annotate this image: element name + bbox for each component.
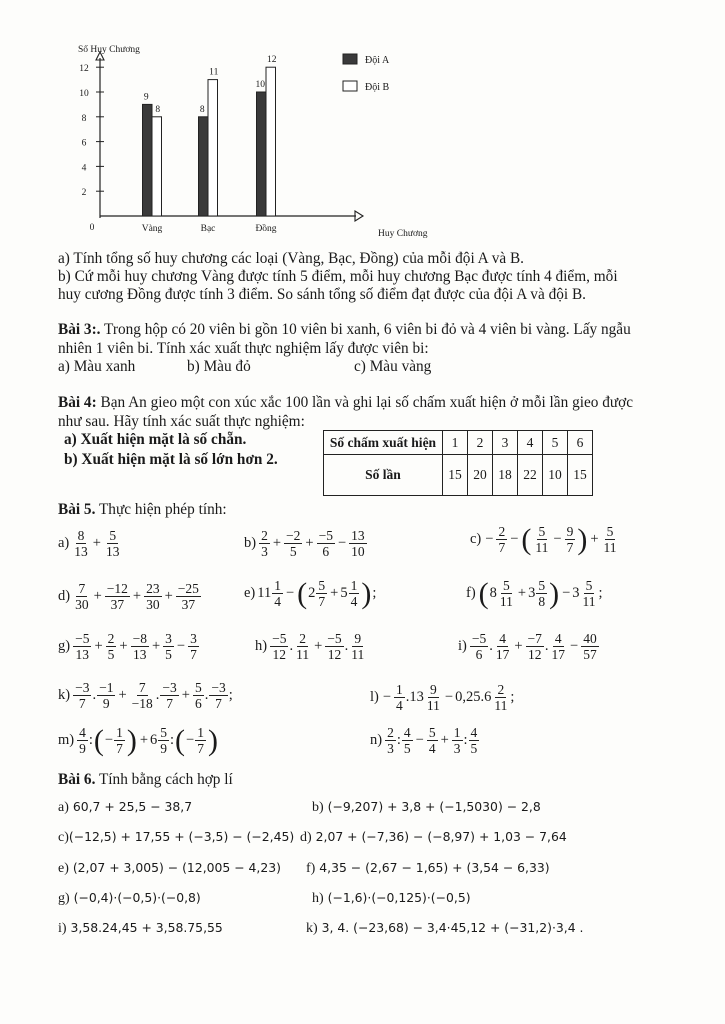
bai5-expr-g: g) $\frac{-5}{13}$ + $\frac{2}{5}$ + $\frac{-8}{13}$ + $\frac{3}{5}$ − $\frac{3}{7}$ [58, 631, 197, 662]
bai5-expr-h: h) $\frac{-5}{12}$ . $\frac{2}{11}$ + $\frac{-5}{12}$ . $\frac{9}{11}$ [255, 631, 365, 662]
item-label: i) [58, 921, 67, 936]
legend-label-a: Đội A [365, 55, 390, 66]
bai5-title: Bài 5. [58, 501, 96, 518]
y-tick-label: 0 [89, 223, 95, 233]
table-cell: 2 [468, 431, 493, 455]
legend-swatch-b [343, 81, 357, 91]
bai3-opt-a: a) Màu xanh [58, 358, 136, 375]
table-cell: 18 [493, 455, 518, 496]
y-tick-label: 2 [81, 188, 87, 199]
item-label: a) [58, 800, 69, 815]
bar-value-label: 10 [255, 80, 265, 90]
y-axis-label: Số Huy Chương [78, 45, 140, 55]
item-label: e) [58, 861, 69, 876]
bai4-question-a: a) Xuất hiện mặt là số chẵn. [64, 431, 247, 448]
bai6-heading [58, 770, 233, 790]
item-expr: (−12,5) + 17,55 + (−3,5) − (−2,45) [68, 829, 295, 844]
category-label: Vàng [141, 224, 163, 234]
bai4-line2: như sau. Hãy tính xác suất thực nghiệm: [58, 413, 305, 430]
y-tick-label: 6 [81, 138, 87, 149]
expr-label: m) [58, 732, 75, 748]
bai6-item-h [312, 890, 471, 907]
table-cell: 20 [468, 455, 493, 496]
table-cell: 1 [443, 431, 468, 455]
y-tick-label: 10 [79, 89, 89, 99]
bai5-text: Thực hiện phép tính: [95, 501, 227, 518]
bai6-item-d [300, 829, 567, 846]
y-tick-label: 8 [81, 113, 87, 124]
table-cell: 15 [443, 455, 468, 496]
x-axis-label: Huy Chương [378, 229, 428, 239]
table-cell: 6 [568, 431, 593, 455]
question-b-line1: b) Cứ mỗi huy chương Vàng được tính 5 điểm, mỗi huy chương Bạc được tính 4 điểm, mỗi [58, 268, 618, 285]
medal-bar-chart [60, 30, 428, 245]
item-label: f) [306, 861, 316, 876]
bar-value-label: 11 [209, 67, 219, 78]
bai3-title: Bài 3:. [58, 321, 101, 338]
item-label: k) [306, 921, 318, 936]
bai5-expr-k: k) $\frac{-3}{7}$ . $\frac{-1}{9}$ + $\frac{7}{-18}$ . $\frac{-3}{7}$ + $\frac{5}{6}$ . $\frac{-3}{7}$ ; [58, 680, 233, 711]
bar-b [152, 117, 162, 216]
item-expr: 4,35 − (2,67 − 1,65) + (3,54 − 6,33) [319, 860, 550, 875]
expr-label: c) [470, 531, 482, 547]
expr-label: g) [58, 638, 71, 654]
legend-swatch-a [343, 54, 357, 64]
bai4-text1: Bạn An gieo một con xúc xắc 100 lần và ghi lại số chấm xuất hiện ở mỗi lần gieo được [96, 394, 634, 411]
expr-label: i) [458, 638, 467, 654]
bai5-expr-a: a) $\frac{8}{13}$ + $\frac{5}{13}$ [58, 528, 120, 559]
y-tick-label: 4 [81, 163, 87, 174]
table-cell: 10 [543, 455, 568, 496]
y-tick-label: 12 [79, 64, 89, 75]
bar-value-label: 8 [199, 104, 205, 115]
bai6-item-a [58, 799, 192, 816]
bai5-expr-e: e) 11 $\frac{1}{4}$ − ( 2 $\frac{5}{7}$ + 5 $\frac{1}{4}$ ) ; [244, 576, 377, 610]
bai4-title: Bài 4: [58, 394, 97, 411]
bai6-item-e [58, 860, 281, 877]
table-header-counts: Số lần [324, 455, 443, 496]
table-row [324, 431, 593, 455]
bar-value-label: 8 [155, 104, 161, 115]
bar-a [257, 92, 267, 216]
item-expr: 2,07 + (−7,36) − (−8,97) + 1,03 − 7,64 [315, 829, 567, 844]
expr-label: f) [466, 585, 476, 601]
table-cell: 15 [568, 455, 593, 496]
expr-label: d) [58, 588, 71, 604]
expr-label: a) [58, 535, 70, 551]
bar-b [208, 80, 218, 216]
item-label: d) [300, 830, 312, 845]
legend-label-b: Đội B [365, 82, 390, 93]
expr-label: e) [244, 585, 256, 601]
bai6-item-f [306, 860, 550, 877]
bai5-expr-b: b) $\frac{2}{3}$ + $\frac{-2}{5}$ + $\frac{-5}{6}$ − $\frac{13}{10}$ [244, 528, 365, 559]
expr-label: b) [244, 535, 257, 551]
legend [343, 54, 390, 93]
bar-value-label: 12 [267, 55, 277, 66]
table-cell: 3 [493, 431, 518, 455]
bai3-line1 [58, 320, 631, 340]
bai5-expr-c: c) − $\frac{2}{7}$ − ( $\frac{5}{11}$ − $\frac{9}{7}$ ) + $\frac{5}{11}$ [470, 522, 617, 556]
dice-table [323, 430, 593, 496]
bar-a [143, 104, 153, 216]
table-cell: 22 [518, 455, 543, 496]
bai5-expr-f: f) ( 8 $\frac{5}{11}$ + 3 $\frac{5}{8}$ ) − 3 $\frac{5}{11}$ ; [466, 576, 603, 610]
expr-label: k) [58, 687, 71, 703]
table-cell: 4 [518, 431, 543, 455]
bai5-expr-l: l) − $\frac{1}{4}$ .13 $\frac{9}{11}$ − 0,25.6 $\frac{2}{11}$ ; [370, 682, 515, 713]
expr-label: h) [255, 638, 268, 654]
bai5-expr-i: i) $\frac{-5}{6}$ . $\frac{4}{17}$ + $\frac{-7}{12}$ . $\frac{4}{17}$ − $\frac{40}{57}$ [458, 631, 597, 662]
table-header-faces: Số chấm xuất hiện [324, 431, 443, 455]
item-expr: 3,58.24,45 + 3,58.75,55 [70, 920, 223, 935]
bar-value-label: 9 [143, 92, 149, 103]
item-label: h) [312, 891, 324, 906]
item-label: b) [312, 800, 324, 815]
question-a: a) Tính tổng số huy chương các loại (Vàng, Bạc, Đồng) của mỗi đội A và B. [58, 250, 524, 267]
category-label: Đồng [255, 224, 277, 234]
item-expr: (−9,207) + 3,8 + (−1,5030) − 2,8 [327, 799, 541, 814]
bai3-line2: nhiên 1 viên bi. Tính xác xuất thực nghiệm lấy được viên bi: [58, 340, 429, 357]
item-label: c) [58, 830, 69, 845]
x-axis-arrow [355, 211, 363, 221]
bai5-expr-m: m) $\frac{4}{9}$ : ( − $\frac{1}{7}$ ) + 6 $\frac{5}{9}$ : ( − $\frac{1}{7}$ ) [58, 723, 218, 757]
bai6-item-k [306, 920, 583, 937]
bai5-expr-d: d) $\frac{7}{30}$ + $\frac{-12}{37}$ + $\frac{23}{30}$ + $\frac{-25}{37}$ [58, 581, 199, 612]
bar-a [199, 117, 209, 216]
expr-label: l) [370, 689, 379, 705]
bai6-item-b [312, 799, 541, 816]
item-expr: (−0,4)·(−0,5)·(−0,8) [73, 890, 201, 905]
bai3-text1: Trong hộp có 20 viên bi gồn 10 viên bi xanh, 6 viên bi đỏ và 4 viên bi vàng. Lấy ngẫu [100, 321, 631, 338]
bar-b [266, 67, 276, 216]
bai6-title: Bài 6. [58, 771, 96, 788]
bai6-item-c [58, 829, 294, 846]
item-expr: 60,7 + 25,5 − 38,7 [72, 799, 193, 814]
item-expr: (−1,6)·(−0,125)·(−0,5) [327, 890, 471, 905]
category-label: Bạc [200, 224, 216, 234]
bai3-opt-b: b) Màu đỏ [187, 358, 251, 375]
bai3-opt-c: c) Màu vàng [354, 358, 432, 375]
table-row [324, 455, 593, 496]
bai5-expr-n: n) $\frac{2}{3}$ : $\frac{4}{5}$ − $\frac{5}{4}$ + $\frac{1}{3}$ : $\frac{4}{5}$ [370, 725, 478, 756]
bai4-line1 [58, 393, 633, 413]
bai5-heading [58, 500, 227, 520]
table-cell: 5 [543, 431, 568, 455]
question-b-line2: huy cương Đồng được tính 3 điểm. So sánh tổng số điểm đạt được của đội A và đội B. [58, 286, 586, 303]
bai6-item-g [58, 890, 201, 907]
item-expr: (2,07 + 3,005) − (12,005 − 4,23) [72, 860, 281, 875]
bai4-question-b: b) Xuất hiện mặt là số lớn hơn 2. [64, 451, 278, 468]
item-label: g) [58, 891, 70, 906]
bai6-text: Tính bằng cách hợp lí [95, 771, 233, 788]
bai6-item-i [58, 920, 223, 937]
item-expr: 3, 4. (−23,68) − 3,4·45,12 + (−31,2)·3,4 . [321, 920, 584, 935]
expr-label: n) [370, 732, 383, 748]
